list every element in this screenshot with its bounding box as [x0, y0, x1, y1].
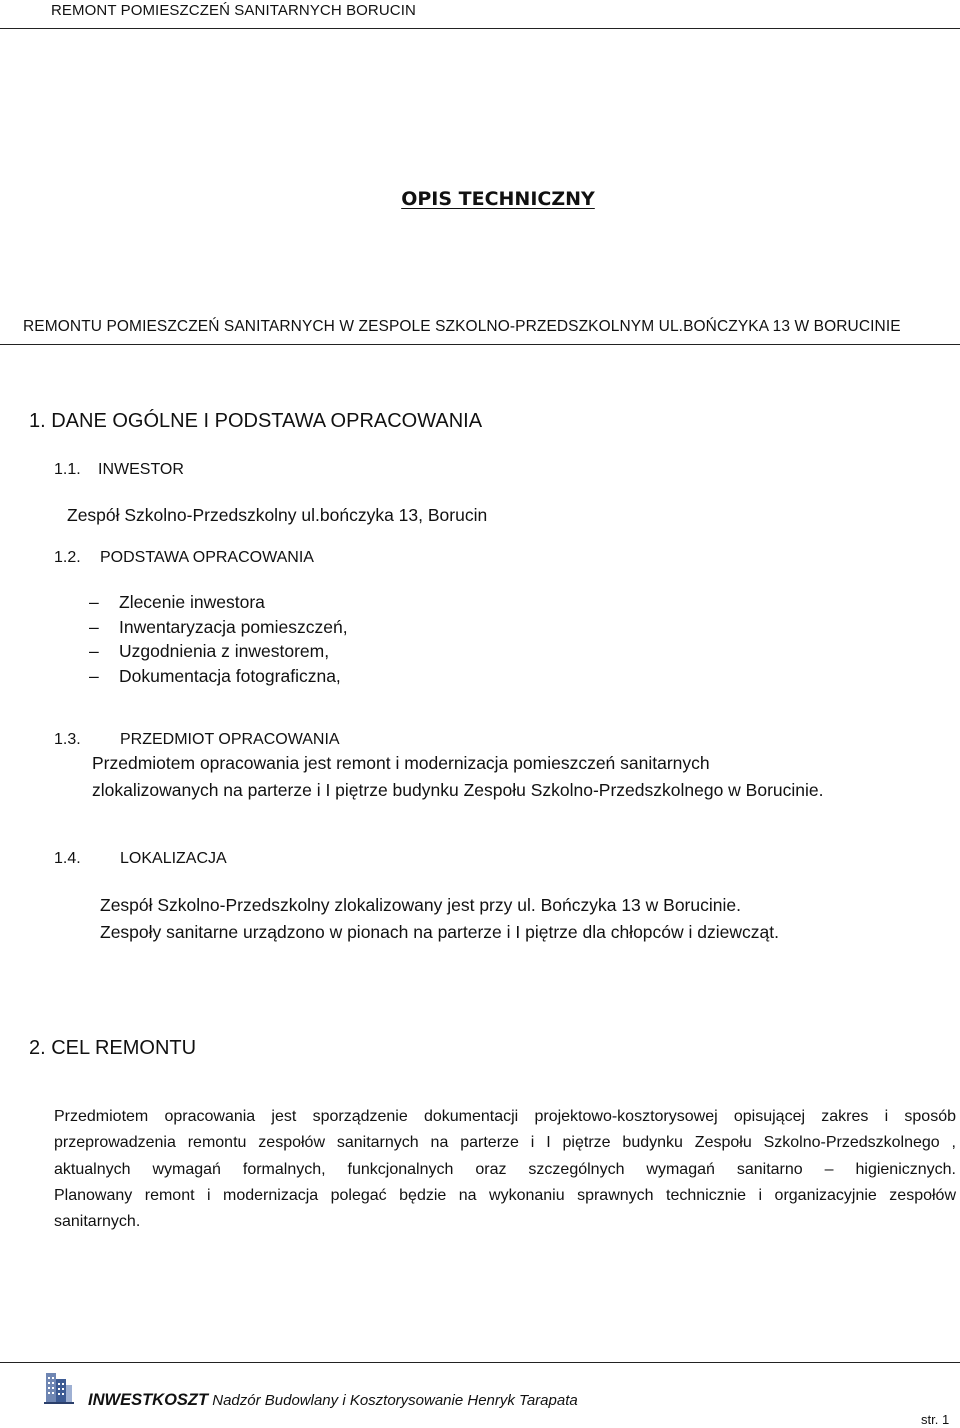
- section-1-3-text-line-2: zlokalizowanych na parterze i I piętrze budynku Zespołu Szkolno-Przedszkolnego w Borucinie.: [92, 780, 824, 800]
- subtitle-divider: [0, 344, 960, 345]
- section-2-heading: 2. CEL REMONTU: [29, 1037, 197, 1059]
- list-item: Inwentaryzacja pomieszczeń,: [119, 617, 348, 637]
- list-dash: –: [89, 592, 99, 612]
- paragraph-line: sanitarnych.: [54, 1213, 141, 1231]
- list-dash: –: [89, 666, 99, 686]
- section-2-paragraph: [54, 1104, 956, 1235]
- footer-divider: [0, 1362, 960, 1363]
- section-1-4-text-line-1: Zespół Szkolno-Przedszkolny zlokalizowany jest przy ul. Bończyka 13 w Borucinie.: [100, 895, 741, 915]
- paragraph-line: Planowany remont i modernizacja polegać będzie na wykonaniu sprawnych technicznie i organizacyjnie zespołów: [54, 1186, 956, 1204]
- list-item: Dokumentacja fotograficzna,: [119, 666, 341, 686]
- paragraph-line: aktualnych wymagań formalnych, funkcjonalnych oraz szczególnych wymagań sanitarno – higienicznych.: [54, 1160, 956, 1178]
- document-subtitle: REMONTU POMIESZCZEŃ SANITARNYCH W ZESPOLE SZKOLNO-PRZEDSZKOLNYM UL.BOŃCZYKA 13 W BORUCINIE: [23, 318, 901, 335]
- section-1-3-number: 1.3.: [54, 731, 81, 748]
- section-1-4-text-line-2: Zespoły sanitarne urządzono w pionach na parterze i I piętrze dla chłopców i dziewcząt.: [100, 922, 779, 942]
- section-1-1-text: Zespół Szkolno-Przedszkolny ul.bończyka 13, Borucin: [67, 505, 488, 525]
- section-1-2-number: 1.2.: [54, 549, 81, 566]
- list-item: Uzgodnienia z inwestorem,: [119, 641, 330, 661]
- header-divider: [0, 28, 960, 29]
- section-1-2-heading: PODSTAWA OPRACOWANIA: [100, 549, 314, 566]
- paragraph-line: Przedmiotem opracowania jest sporządzenie dokumentacji projektowo-kosztorysowej opisującej zakres i sposób: [54, 1108, 956, 1125]
- section-1-4-heading: LOKALIZACJA: [120, 850, 227, 867]
- section-1-1-heading: INWESTOR: [98, 461, 184, 478]
- list-dash: –: [89, 617, 99, 637]
- paragraph-line: przeprowadzenia remontu zespołów sanitarnych na parterze i I piętrze budynku Zespołu Szkolno-Przedszkolnego ,: [54, 1134, 956, 1152]
- running-header: REMONT POMIESZCZEŃ SANITARNYCH BORUCIN: [51, 2, 416, 19]
- section-1-4-number: 1.4.: [54, 850, 81, 867]
- section-1-3-text-line-1: Przedmiotem opracowania jest remont i modernizacja pomieszczeń sanitarnych: [92, 753, 710, 773]
- footer-company-name: INWESTKOSZT: [88, 1391, 209, 1409]
- page-number: str. 1: [921, 1412, 950, 1427]
- section-1-1-number: 1.1.: [54, 461, 81, 478]
- building-logo-icon: [44, 1369, 74, 1405]
- footer-company-line: [88, 1391, 578, 1410]
- section-1-3-heading: PRZEDMIOT OPRACOWANIA: [120, 731, 340, 748]
- list-item: Zlecenie inwestora: [119, 592, 265, 612]
- document-title: OPIS TECHNICZNY: [401, 188, 595, 210]
- section-1-heading: 1. DANE OGÓLNE I PODSTAWA OPRACOWANIA: [29, 410, 483, 432]
- list-dash: –: [89, 641, 99, 661]
- footer-company-description: Nadzór Budowlany i Kosztorysowanie Henryk Tarapata: [208, 1392, 578, 1409]
